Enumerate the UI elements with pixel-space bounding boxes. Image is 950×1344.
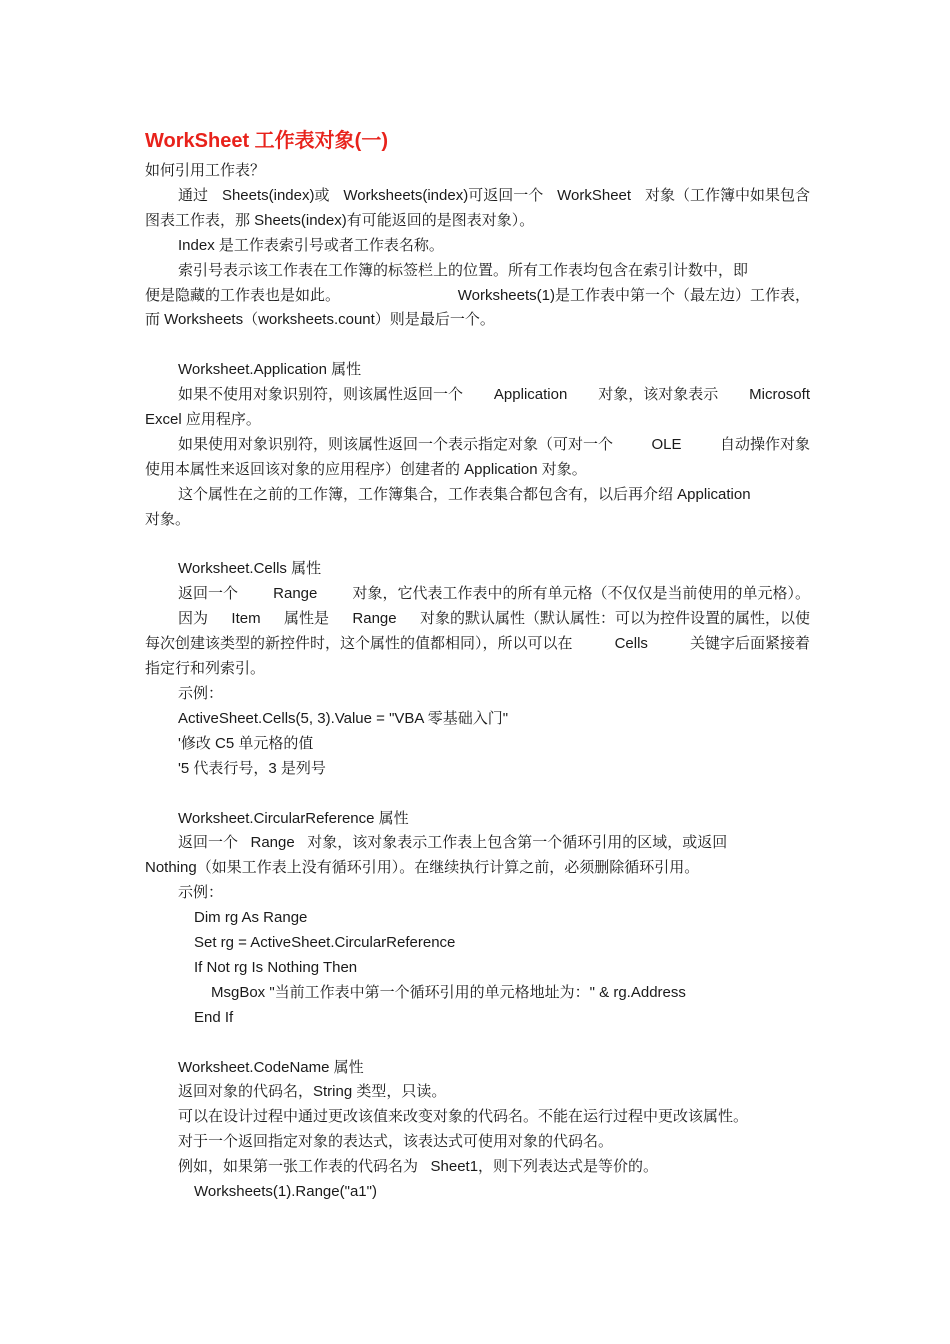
text-fragment: WorkSheet [557,186,632,204]
application-line-4: 使用本属性来返回该对象的应用程序）创建者的 Application 对象。 [145,460,587,478]
example-label: 示例： [178,685,224,702]
codename-line-4: 例如，如果第一张工作表的代码名为 Sheet1，则下列表达式是等价的。 [178,1158,659,1176]
text-fragment: Microsoft [749,386,810,404]
section-heading-cells: Worksheet.Cells 属性 [178,560,322,578]
text-fragment: Range [273,585,318,603]
intro-paragraph-1-line-1 [145,184,810,209]
text-fragment: Sheets(index)或 [221,186,330,204]
text-fragment: 每次创建该类型的新控件时，这个属性的值都相同），所以可以在 [145,635,573,653]
cells-line-3 [145,632,810,657]
text-fragment: 关键字后面紧接着 [689,635,810,653]
text-fragment: Worksheets(1)是工作表中第一个（最左边）工作表， [457,286,810,304]
text-fragment: 如果使用对象识别符，则该属性返回一个表示指定对象（可对一个 [178,435,614,453]
section-heading-application: Worksheet.Application 属性 [178,361,362,379]
code-comment: '修改 C5 单元格的值 [178,734,314,752]
application-line-6: 对象。 [145,510,191,528]
code-line: Worksheets(1).Range("a1") [194,1183,377,1201]
document-page [145,124,810,1205]
intro-paragraph-3-line-1: 索引号表示该工作表在工作簿的标签栏上的位置。所有工作表均包含在索引计数中，即 [178,261,749,279]
text-fragment: 自动操作对象 [719,435,810,453]
code-line: ActiveSheet.Cells(5, 3).Value = "VBA 零基础入门" [178,709,509,727]
code-line: Set rg = ActiveSheet.CircularReference [194,934,456,952]
circular-line-2: Nothing（如果工作表上没有循环引用）。在继续执行计算之前，必须删除循环引用。 [145,859,700,877]
application-line-5: 这个属性在之前的工作簿，工作簿集合，工作表集合都包含有，以后再介绍 Application [178,485,751,503]
code-line: End If [194,1008,234,1026]
codename-line-2: 可以在设计过程中通过更改该值来改变对象的代码名。不能在运行过程中更改该属性。 [178,1108,749,1126]
text-fragment: Worksheets(index)可返回一个 [343,186,544,204]
text-fragment: Cells [614,635,648,653]
codename-line-1: 返回对象的代码名，String 类型，只读。 [178,1083,447,1101]
text-fragment: OLE [651,435,682,453]
code-comment: '5 代表行号，3 是列号 [178,759,326,777]
cells-line-4: 指定行和列索引。 [145,660,266,678]
text-fragment: 对象的默认属性（默认属性：可以为控件设置的属性，以使 [419,610,810,628]
text-fragment: Application [493,386,568,404]
text-fragment: 对象，它代表工作表中的所有单元格（不仅仅是当前使用的单元格）。 [352,585,810,603]
section-heading-codename: Worksheet.CodeName 属性 [178,1058,364,1076]
application-line-3 [145,433,810,458]
text-fragment: Item [231,610,261,628]
codename-line-3: 对于一个返回指定对象的表达式，该表达式可使用对象的代码名。 [178,1133,614,1151]
spacer [145,1031,810,1056]
intro-paragraph-1-line-2: 图表工作表，那 Sheets(index)有可能返回的是图表对象）。 [145,211,535,229]
application-line-2: Excel 应用程序。 [145,411,261,429]
intro-paragraph-2: Index 是工作表索引号或者工作表名称。 [178,236,444,254]
intro-paragraph-3-line-2 [145,284,810,309]
spacer [145,782,810,807]
intro-paragraph-3-line-3: 而 Worksheets（worksheets.count）则是最后一个。 [145,311,495,329]
spacer [145,533,810,558]
text-fragment: 对象（工作簿中如果包含 [644,186,810,204]
circular-line-1: 返回一个 Range 对象，该对象表示工作表上包含第一个循环引用的区域，或返回 [178,834,728,852]
code-line: Dim rg As Range [194,909,308,927]
text-fragment: Range [352,610,397,628]
text-fragment: 对象，该对象表示 [598,386,719,404]
text-fragment: 因为 [178,610,209,628]
section-heading-circular-reference: Worksheet.CircularReference 属性 [178,809,409,827]
text-fragment: 如果不使用对象识别符，则该属性返回一个 [178,386,464,404]
example-label: 示例： [178,884,224,902]
application-line-1 [145,383,810,408]
text-fragment: 通过 [178,186,209,204]
text-fragment: 便是隐藏的工作表也是如此。 [145,286,341,304]
code-line: If Not rg Is Nothing Then [194,958,358,976]
intro-question: 如何引用工作表？ [145,162,266,179]
text-fragment: 返回一个 [178,585,239,603]
code-line: MsgBox "当前工作表中第一个循环引用的单元格地址为：" & rg.Address [211,983,686,1001]
cells-line-1 [145,582,810,607]
text-fragment: 属性是 [283,610,329,628]
document-title: WorkSheet 工作表对象(一) [145,130,388,152]
cells-line-2 [145,607,810,632]
spacer [145,333,810,358]
